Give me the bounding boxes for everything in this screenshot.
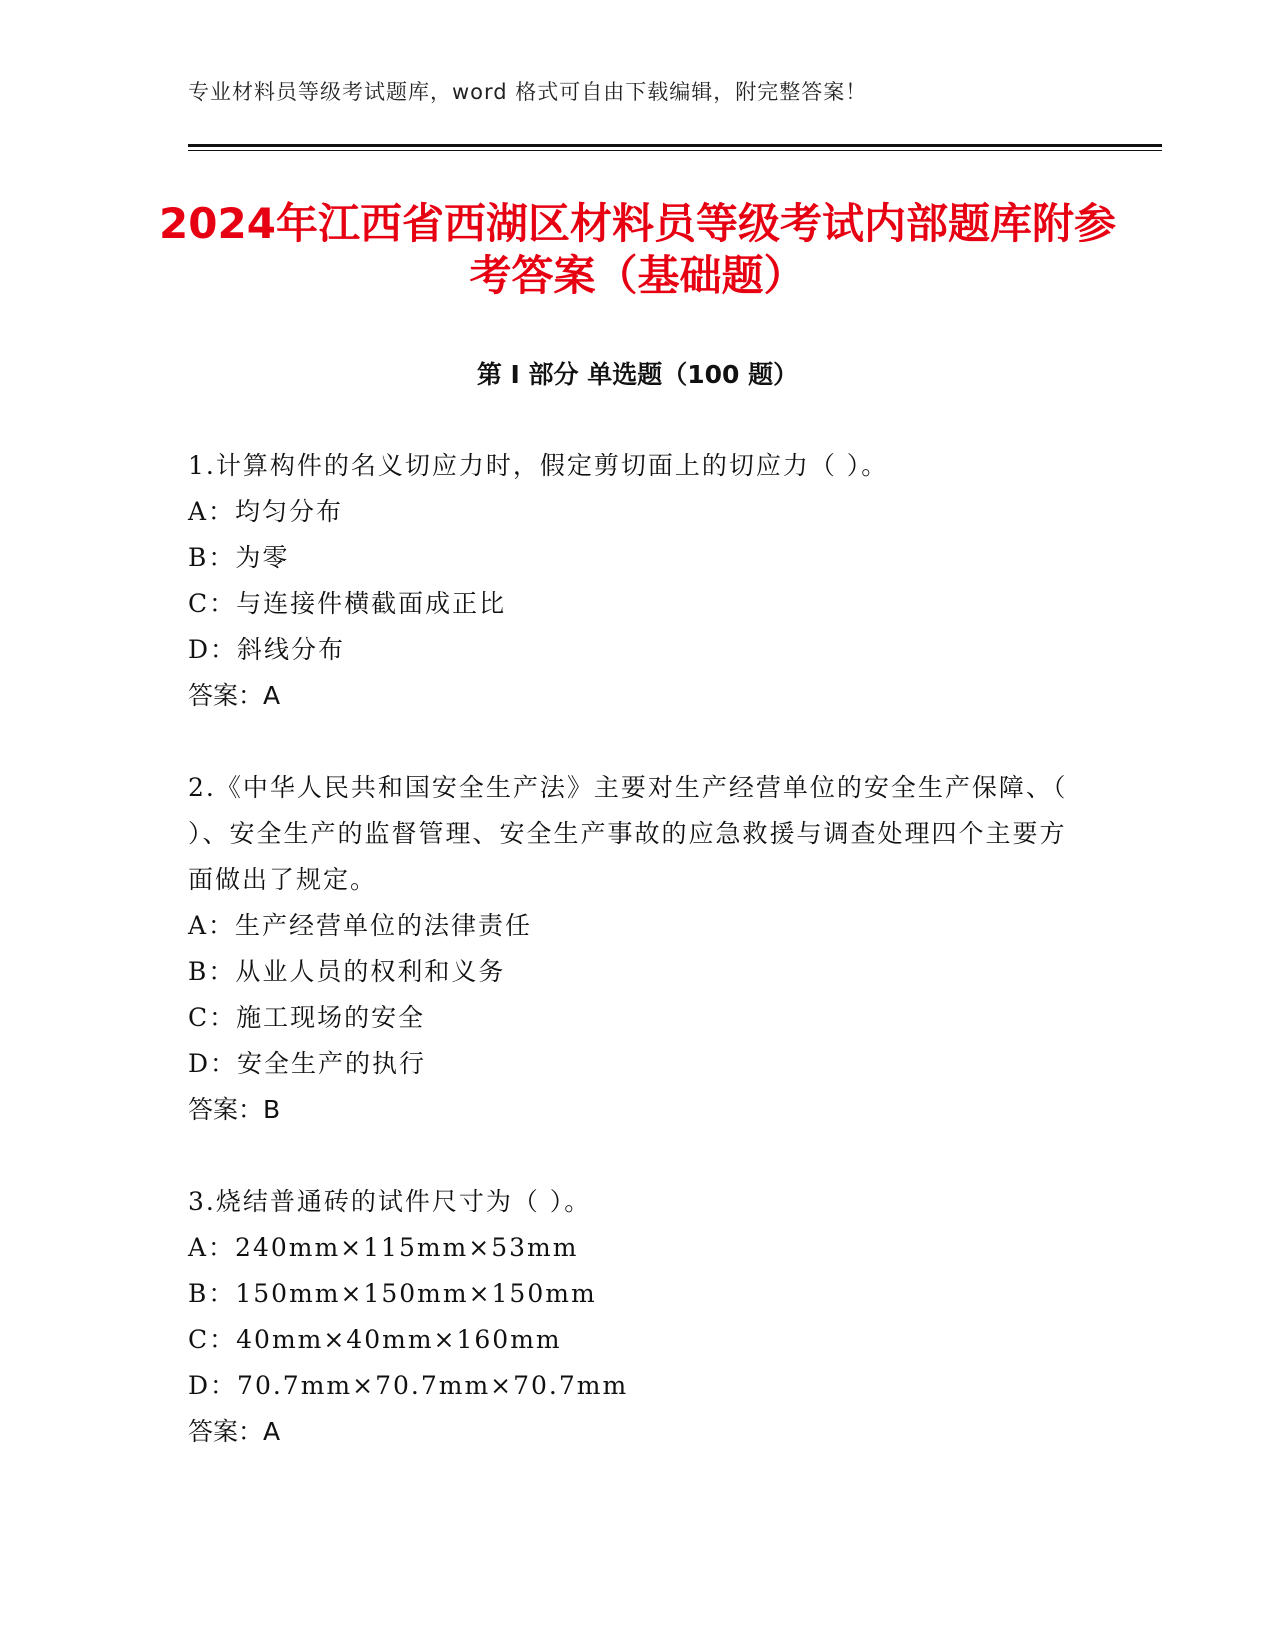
option-d: D：斜线分布 — [188, 635, 346, 664]
option-d: D：70.7mm×70.7mm×70.7mm — [188, 1371, 629, 1400]
option-d: D：安全生产的执行 — [188, 1049, 427, 1078]
header-divider-thin — [188, 150, 1162, 151]
question-3 — [188, 1179, 1088, 1455]
option-c: C：与连接件横截面成正比 — [188, 589, 507, 618]
answer: 答案：A — [188, 681, 281, 710]
option-c: C：40mm×40mm×160mm — [188, 1325, 562, 1354]
question-list — [188, 443, 1088, 1501]
section-title: 第 I 部分 单选题（100 题） — [476, 360, 799, 389]
answer: 答案：A — [188, 1417, 281, 1446]
header-note: 专业材料员等级考试题库，word 格式可自由下载编辑，附完整答案！ — [188, 80, 868, 104]
document-title: 2024年江西省西湖区材料员等级考试内部题库附参考答案（基础题） — [159, 199, 1116, 300]
question-1 — [188, 443, 1088, 719]
question-2 — [188, 765, 1088, 1133]
answer: 答案：B — [188, 1095, 281, 1124]
option-b: B：从业人员的权利和义务 — [188, 957, 506, 986]
question-stem: 2.《中华人民共和国安全生产法》主要对生产经营单位的安全生产保障、（ ）、安全生产的监督管理、安全生产事故的应急救援与调查处理四个主要方面做出了规定。 — [188, 773, 1068, 894]
question-stem: 1.计算构件的名义切应力时，假定剪切面上的切应力（ ）。 — [188, 451, 889, 480]
question-stem: 3.烧结普通砖的试件尺寸为（ ）。 — [188, 1187, 592, 1216]
option-a: A：生产经营单位的法律责任 — [188, 911, 533, 940]
option-b: B：为零 — [188, 543, 290, 572]
option-c: C：施工现场的安全 — [188, 1003, 426, 1032]
option-a: A：均匀分布 — [188, 497, 344, 526]
option-a: A：240mm×115mm×53mm — [188, 1233, 579, 1262]
option-b: B：150mm×150mm×150mm — [188, 1279, 597, 1308]
header-divider — [188, 144, 1162, 147]
